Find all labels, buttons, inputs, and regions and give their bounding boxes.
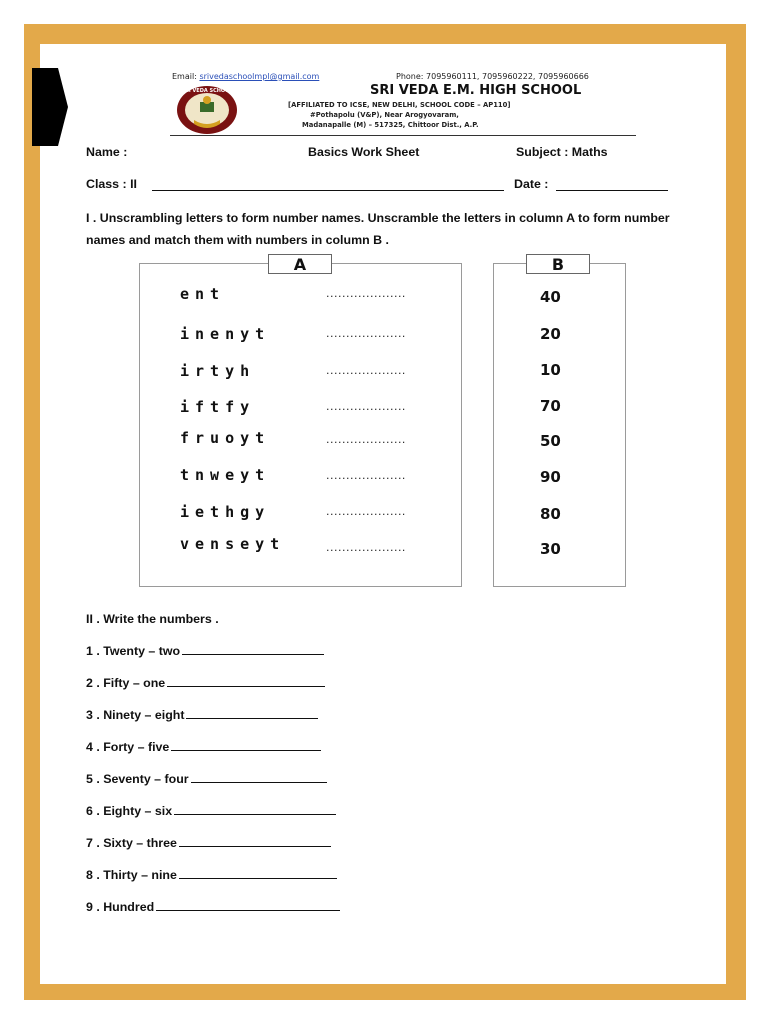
answer-blank[interactable]: .................... — [326, 505, 406, 518]
column-b-number: 90 — [540, 468, 561, 486]
column-b-number: 70 — [540, 397, 561, 415]
answer-line[interactable] — [186, 709, 318, 719]
item-text: 5 . Seventy – four — [86, 772, 189, 786]
logo-text: SRI VEDA SCHOOL — [181, 88, 233, 94]
answer-blank[interactable]: .................... — [326, 541, 406, 554]
answer-blank[interactable]: .................... — [326, 287, 406, 300]
column-b-number: 80 — [540, 505, 561, 523]
email-link[interactable]: srivedaschoolmpl@gmail.com — [199, 72, 320, 81]
email-label: Email: — [172, 72, 197, 81]
answer-blank[interactable]: .................... — [326, 400, 406, 413]
item-text: 6 . Eighty – six — [86, 804, 173, 818]
answer-line[interactable] — [182, 645, 324, 655]
column-b-number: 50 — [540, 432, 561, 450]
item-text: 1 . Twenty – two — [86, 644, 181, 658]
answer-line[interactable] — [171, 741, 321, 751]
answer-line[interactable] — [179, 869, 337, 879]
answer-line[interactable] — [179, 837, 331, 847]
item-text: 2 . Fifty – one — [86, 676, 166, 690]
column-b-header: B — [526, 254, 590, 274]
answer-line[interactable] — [167, 677, 325, 687]
answer-line[interactable] — [174, 805, 336, 815]
column-a-header: A — [268, 254, 332, 274]
write-number-item — [86, 836, 331, 850]
date-label: Date : — [514, 177, 549, 191]
answer-blank[interactable]: .................... — [326, 433, 406, 446]
affiliation-line: [AFFILIATED TO ICSE, NEW DELHI, SCHOOL CODE – AP110] — [288, 101, 511, 109]
answer-blank[interactable]: .................... — [326, 327, 406, 340]
answer-blank[interactable]: .................... — [326, 469, 406, 482]
item-text: 3 . Ninety – eight — [86, 708, 185, 722]
header-rule — [170, 135, 636, 136]
name-label: Name : — [86, 145, 128, 159]
write-number-item — [86, 644, 324, 658]
write-number-item — [86, 868, 337, 882]
write-number-item — [86, 772, 327, 786]
address-line-1: #Pothapolu (V&P), Near Arogyovaram, — [310, 111, 459, 119]
school-logo — [172, 80, 242, 136]
worksheet-title: Basics Work Sheet — [308, 145, 420, 159]
column-b-number: 30 — [540, 540, 561, 558]
scrambled-word: venseyt — [180, 535, 286, 553]
column-b-box — [493, 263, 626, 587]
write-number-item — [86, 708, 318, 722]
scrambled-word: inenyt — [180, 325, 271, 343]
answer-blank[interactable]: .................... — [326, 364, 406, 377]
scrambled-word: iftfy — [180, 398, 256, 416]
scrambled-word: ent — [180, 285, 226, 303]
scrambled-word: irtyh — [180, 362, 256, 380]
address-line-2: Madanapalle (M) – 517325, Chittoor Dist., A.P. — [302, 121, 479, 129]
subject-label: Subject : Maths — [516, 145, 608, 159]
column-b-number: 10 — [540, 361, 561, 379]
column-b-number: 40 — [540, 288, 561, 306]
section2-instruction: II . Write the numbers . — [86, 612, 219, 626]
school-header — [160, 72, 640, 138]
item-text: 9 . Hundred — [86, 900, 155, 914]
write-number-item — [86, 900, 340, 914]
scrambled-word: tnweyt — [180, 466, 271, 484]
answer-line[interactable] — [191, 773, 327, 783]
class-label: Class : II — [86, 177, 137, 191]
class-underline — [152, 190, 504, 191]
item-text: 7 . Sixty – three — [86, 836, 177, 850]
item-text: 8 . Thirty – nine — [86, 868, 177, 882]
school-name: SRI VEDA E.M. HIGH SCHOOL — [370, 83, 582, 98]
phone-numbers: Phone: 7095960111, 7095960222, 7095960666 — [396, 72, 589, 81]
section1-instruction: I . Unscrambling letters to form number names. Unscramble the letters in column A to form number names and match them with numbers in column B . — [86, 211, 670, 247]
write-number-item — [86, 676, 325, 690]
scrambled-word: iethgy — [180, 503, 271, 521]
write-number-item — [86, 740, 321, 754]
answer-line[interactable] — [156, 901, 340, 911]
column-b-number: 20 — [540, 325, 561, 343]
date-field[interactable] — [556, 190, 668, 191]
scrambled-word: fruoyt — [180, 429, 271, 447]
item-text: 4 . Forty – five — [86, 740, 170, 754]
write-number-item — [86, 804, 336, 818]
black-tab-marker — [32, 68, 68, 146]
